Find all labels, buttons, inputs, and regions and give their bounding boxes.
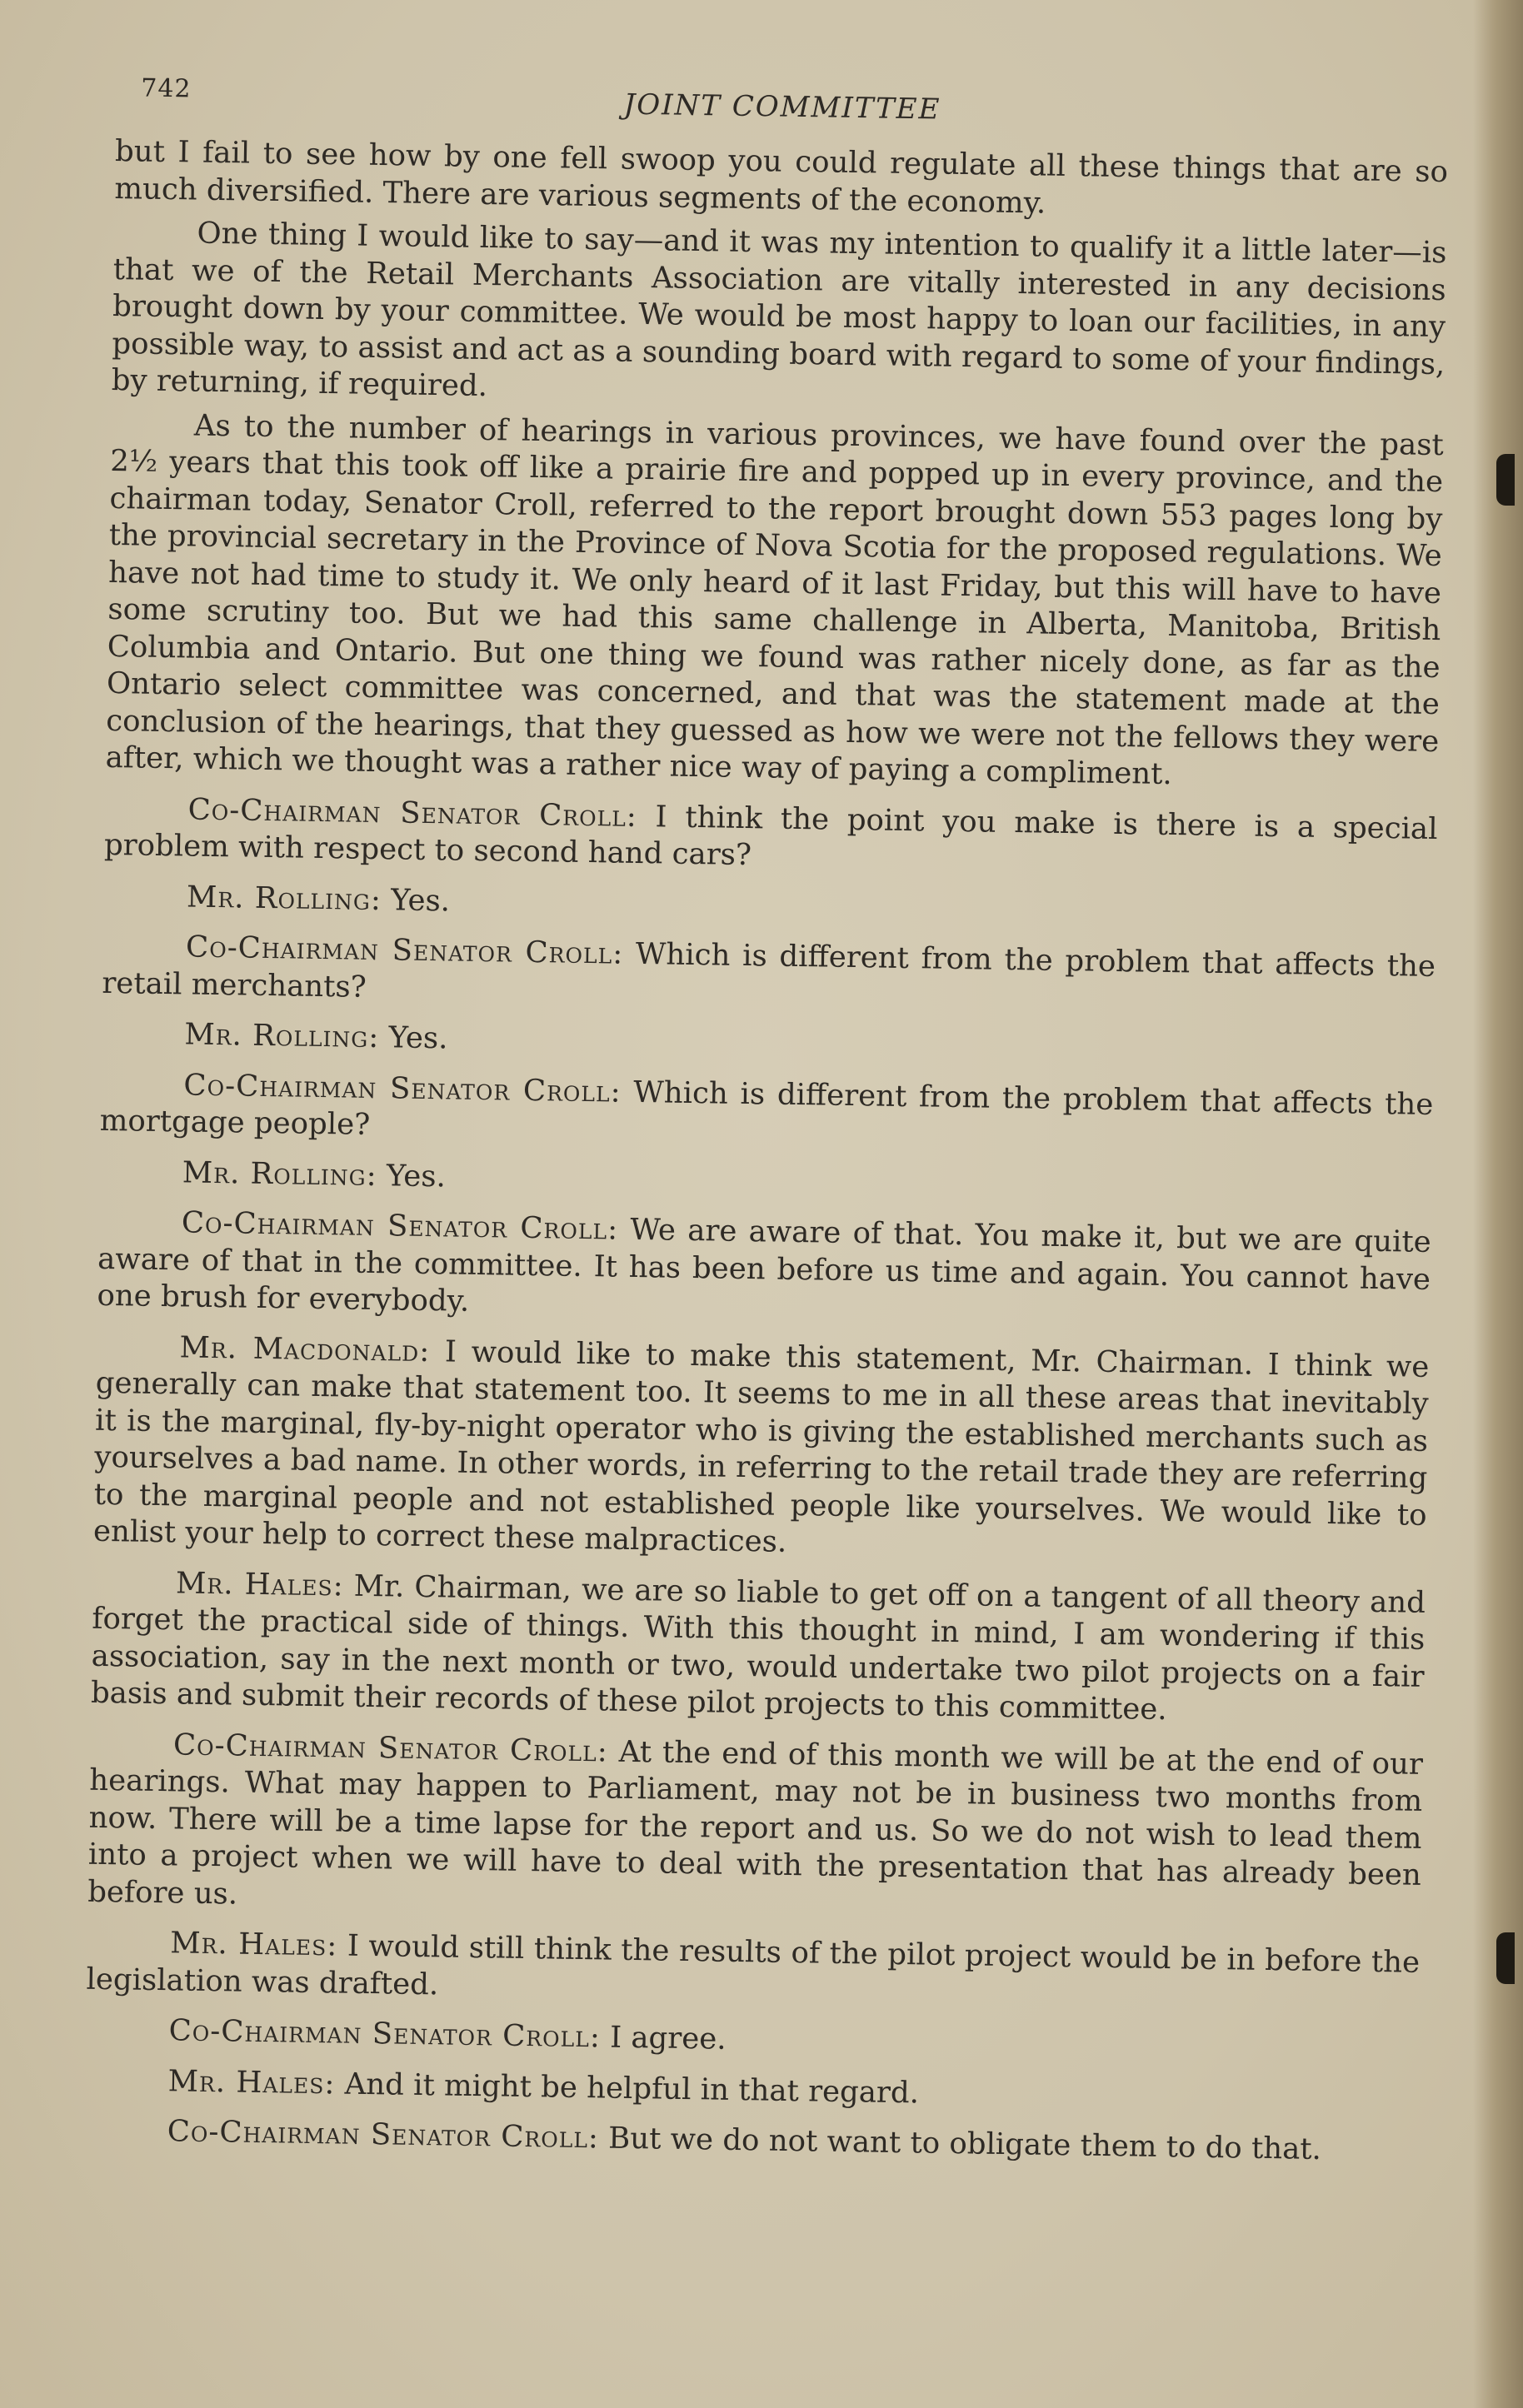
speaker-name: Mr. Rolling: [182,1154,377,1193]
paragraph-text: Which is different from the problem that affects the retail merchants? [102,936,1436,1005]
paragraph [98,1153,1432,1211]
speaker-name: Co-Chairman Senator Croll: [185,930,624,971]
paragraph [102,928,1436,1023]
paragraph-text: Yes. [381,882,451,918]
speaker-name: Co-Chairman Senator Croll: [181,1205,619,1247]
paragraph-text: I think the point you make is there is a special problem with respect to second hand cars? [103,799,1438,873]
running-head: JOINT COMMITTEE [623,87,941,127]
paragraph [86,1924,1420,2019]
speaker-name: Mr. Hales: [175,1565,344,1603]
paragraph-text: I would like to make this statement, Mr. Chairman. I think we generally can make that statement too. It seems to me in all these areas that inevitably it is the marginal, fly-by-night operator who is giving the established merchants such as yourselves a bad name. In other words, in referring to the retail trade they are referring to the marginal people and not established people like yourselves. We would like to enlist your help to correct these malpractices. [92,1334,1430,1559]
page-edge-shadow [1473,0,1523,2408]
speaker-name: Co-Chairman Senator Croll: [167,2114,600,2156]
binding-hole [1496,454,1515,506]
paragraph [105,406,1444,797]
paragraph-text: Mr. Chairman, we are so liable to get off on a tangent of all theory and forget the practical side of things. With this thought in mind, I am wondering if this association, say in the next month or two, would undertake two pilot projects on a fair basis and submit their records of these pilot projects to this committee. [90,1568,1426,1727]
speaker-name: Mr. Rolling: [184,1017,380,1055]
paragraph-text: I agree. [600,2020,727,2057]
paragraph [103,877,1437,935]
paragraph-text: Yes. [377,1158,447,1194]
paragraph-text: As to the number of hearings in various provinces, we have found over the past 2½ years that this took off like a prairie fire and popped up in every province, and the chairman today, Senator Croll, referred to the report brought down 553 pages long by the provincial secretary in the Province of Nova Scotia for the proposed regulations. We have not had time to study it. We only heard of it last Friday, but this will have to have some scrutiny too. But we had this same challenge in Alberta, Manitoba, British Columbia and Ontario. But one thing we found was rather nicely done, as far as the Ontario select committee was concerned, and that was the statement made at the conclusion of the hearings, that they guessed as how we were not the fellows they were after, which we thought was a rather nice way of paying a compliment. [105,408,1445,792]
speaker-name: Co-Chairman Senator Croll: [168,2013,602,2055]
speaker-name: Mr. Macdonald: [179,1329,431,1369]
body-text [83,133,1448,2170]
paragraph-text: Yes. [378,1020,448,1056]
paragraph [87,1725,1423,1932]
paragraph [111,214,1446,421]
speaker-name: Co-Chairman Senator Croll: [183,1067,622,1109]
paragraph-text: At the end of this month we will be at the end of our hearings. What may happen to Parliament, may not be in business two months from now. There will be a time lapse for the report and us. So we do not wish to lead them into a project when we will have to deal with the presentation that has already been before us. [87,1734,1424,1912]
speaker-name: Co-Chairman Senator Croll: [187,791,638,834]
page-content [83,50,1450,2176]
paragraph [93,1328,1430,1571]
paragraph-text: One thing I would like to say—and it was my intention to qualify it a little later—is that we of the Retail Merchants Association are vitally interested in any decisions brought down by your committee. We would be most happy to loan our facilities, in any possible way, to assist and act as a sounding board with regard to some of your findings, by returning, if required. [111,216,1447,404]
paragraph-text: Which is different from the problem that affects the mortgage people? [99,1074,1434,1142]
paragraph [91,1563,1426,1732]
paragraph [84,2062,1418,2120]
paragraph-text: And it might be helpful in that regard. [335,2066,920,2110]
speaker-name: Mr. Hales: [169,1926,338,1963]
page-number: 742 [141,73,192,104]
speaker-name: Co-Chairman Senator Croll: [172,1727,609,1769]
paragraph-text: but I fail to see how by one fell swoop you could regulate all these things that are so much diversified. There are various segments of the economy. [114,133,1449,221]
paragraph-text: We are aware of that. You make it, but we are quite aware of that in the committee. It has been before us time and again. You cannot have one brush for everybody. [97,1212,1432,1319]
paragraph-text: I would still think the results of the pilot project would be in before the legislation was drafted. [86,1928,1421,2002]
paragraph [85,2012,1419,2070]
paragraph [97,1204,1431,1336]
paragraph [104,790,1438,885]
paragraph [99,1065,1433,1160]
paragraph [83,2112,1417,2171]
paragraph-text: But we do not want to obligate them to do that. [598,2121,1322,2167]
speaker-name: Mr. Rolling: [186,879,382,917]
paragraph [101,1015,1435,1074]
speaker-name: Mr. Hales: [167,2063,336,2101]
binding-hole [1496,1932,1515,1984]
